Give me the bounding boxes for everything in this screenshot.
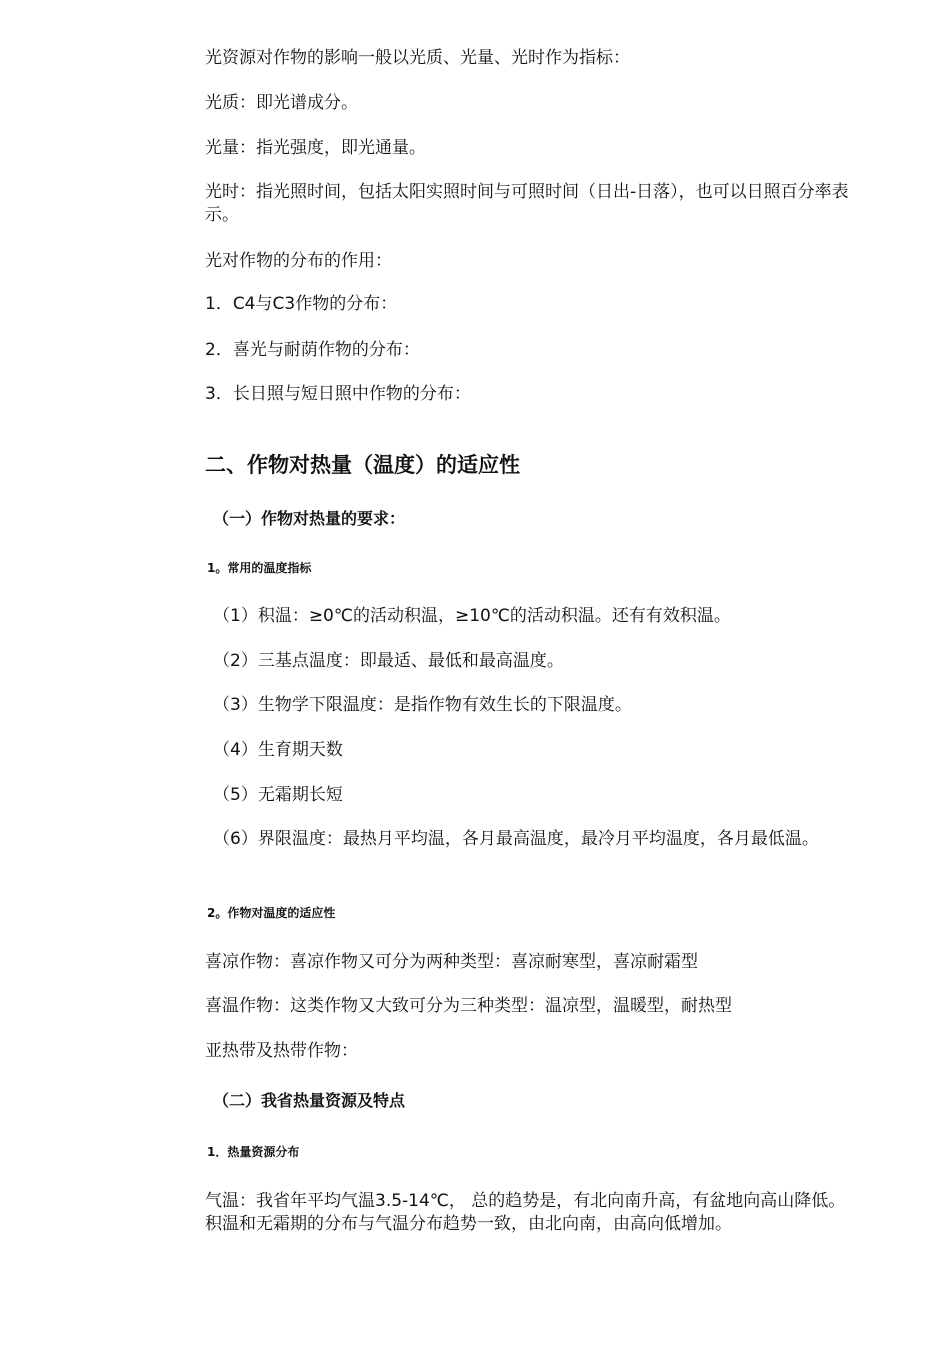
section-heading-heat: 二、作物对热量（温度）的适应性 bbox=[205, 453, 520, 477]
indicator-threshold-temp: （6）界限温度：最热月平均温，各月最高温度，最冷月平均温度，各月最低温。 bbox=[213, 829, 819, 849]
indicator-lower-limit: （3）生物学下限温度：是指作物有效生长的下限温度。 bbox=[213, 695, 632, 715]
heading-temperature-adaptability: 2。作物对温度的适应性 bbox=[207, 906, 336, 920]
subsection-heading-requirements: （一）作物对热量的要求： bbox=[213, 509, 406, 528]
paragraph-light-distribution: 光对作物的分布的作用： bbox=[205, 251, 392, 271]
paragraph-temperature: 气温：我省年平均气温3.5-14℃， 总的趋势是，有北向南升高，有盆地向高山降低。积温和无霜期的分布与气温分布趋势一致，由北向南，由高向低增加。 bbox=[205, 1191, 846, 1234]
paragraph-light-time: 光时：指光照时间，包括太阳实照时间与可照时间（日出-日落），也可以日照百分率表示。 bbox=[205, 182, 849, 225]
list-item-c4-c3: 1．C4与C3作物的分布： bbox=[205, 294, 398, 314]
indicator-frost-free: （5）无霜期长短 bbox=[213, 785, 343, 805]
paragraph-light-quality: 光质：即光谱成分。 bbox=[205, 93, 358, 113]
list-item-day-length: 3．长日照与短日照中作物的分布： bbox=[205, 384, 471, 404]
paragraph-tropical-crops: 亚热带及热带作物： bbox=[205, 1041, 358, 1061]
indicator-growth-days: （4）生育期天数 bbox=[213, 740, 343, 760]
subsection-heading-resources: （二）我省热量资源及特点 bbox=[213, 1091, 406, 1110]
indicator-accumulated-temp: （1）积温：≥0℃的活动积温，≥10℃的活动积温。还有有效积温。 bbox=[213, 606, 731, 626]
heading-heat-distribution: 1．热量资源分布 bbox=[207, 1145, 300, 1159]
paragraph-light-intro: 光资源对作物的影响一般以光质、光量、光时作为指标： bbox=[205, 48, 630, 68]
indicator-cardinal-temps: （2）三基点温度：即最适、最低和最高温度。 bbox=[213, 651, 564, 671]
heading-temperature-indicators: 1。常用的温度指标 bbox=[207, 561, 312, 575]
paragraph-warm-crops: 喜温作物：这类作物又大致可分为三种类型：温凉型，温暖型，耐热型 bbox=[205, 996, 732, 1016]
paragraph-light-quantity: 光量：指光强度，即光通量。 bbox=[205, 138, 426, 158]
list-item-light-shade: 2．喜光与耐荫作物的分布： bbox=[205, 340, 420, 360]
paragraph-cool-crops: 喜凉作物：喜凉作物又可分为两种类型：喜凉耐寒型，喜凉耐霜型 bbox=[205, 952, 698, 972]
